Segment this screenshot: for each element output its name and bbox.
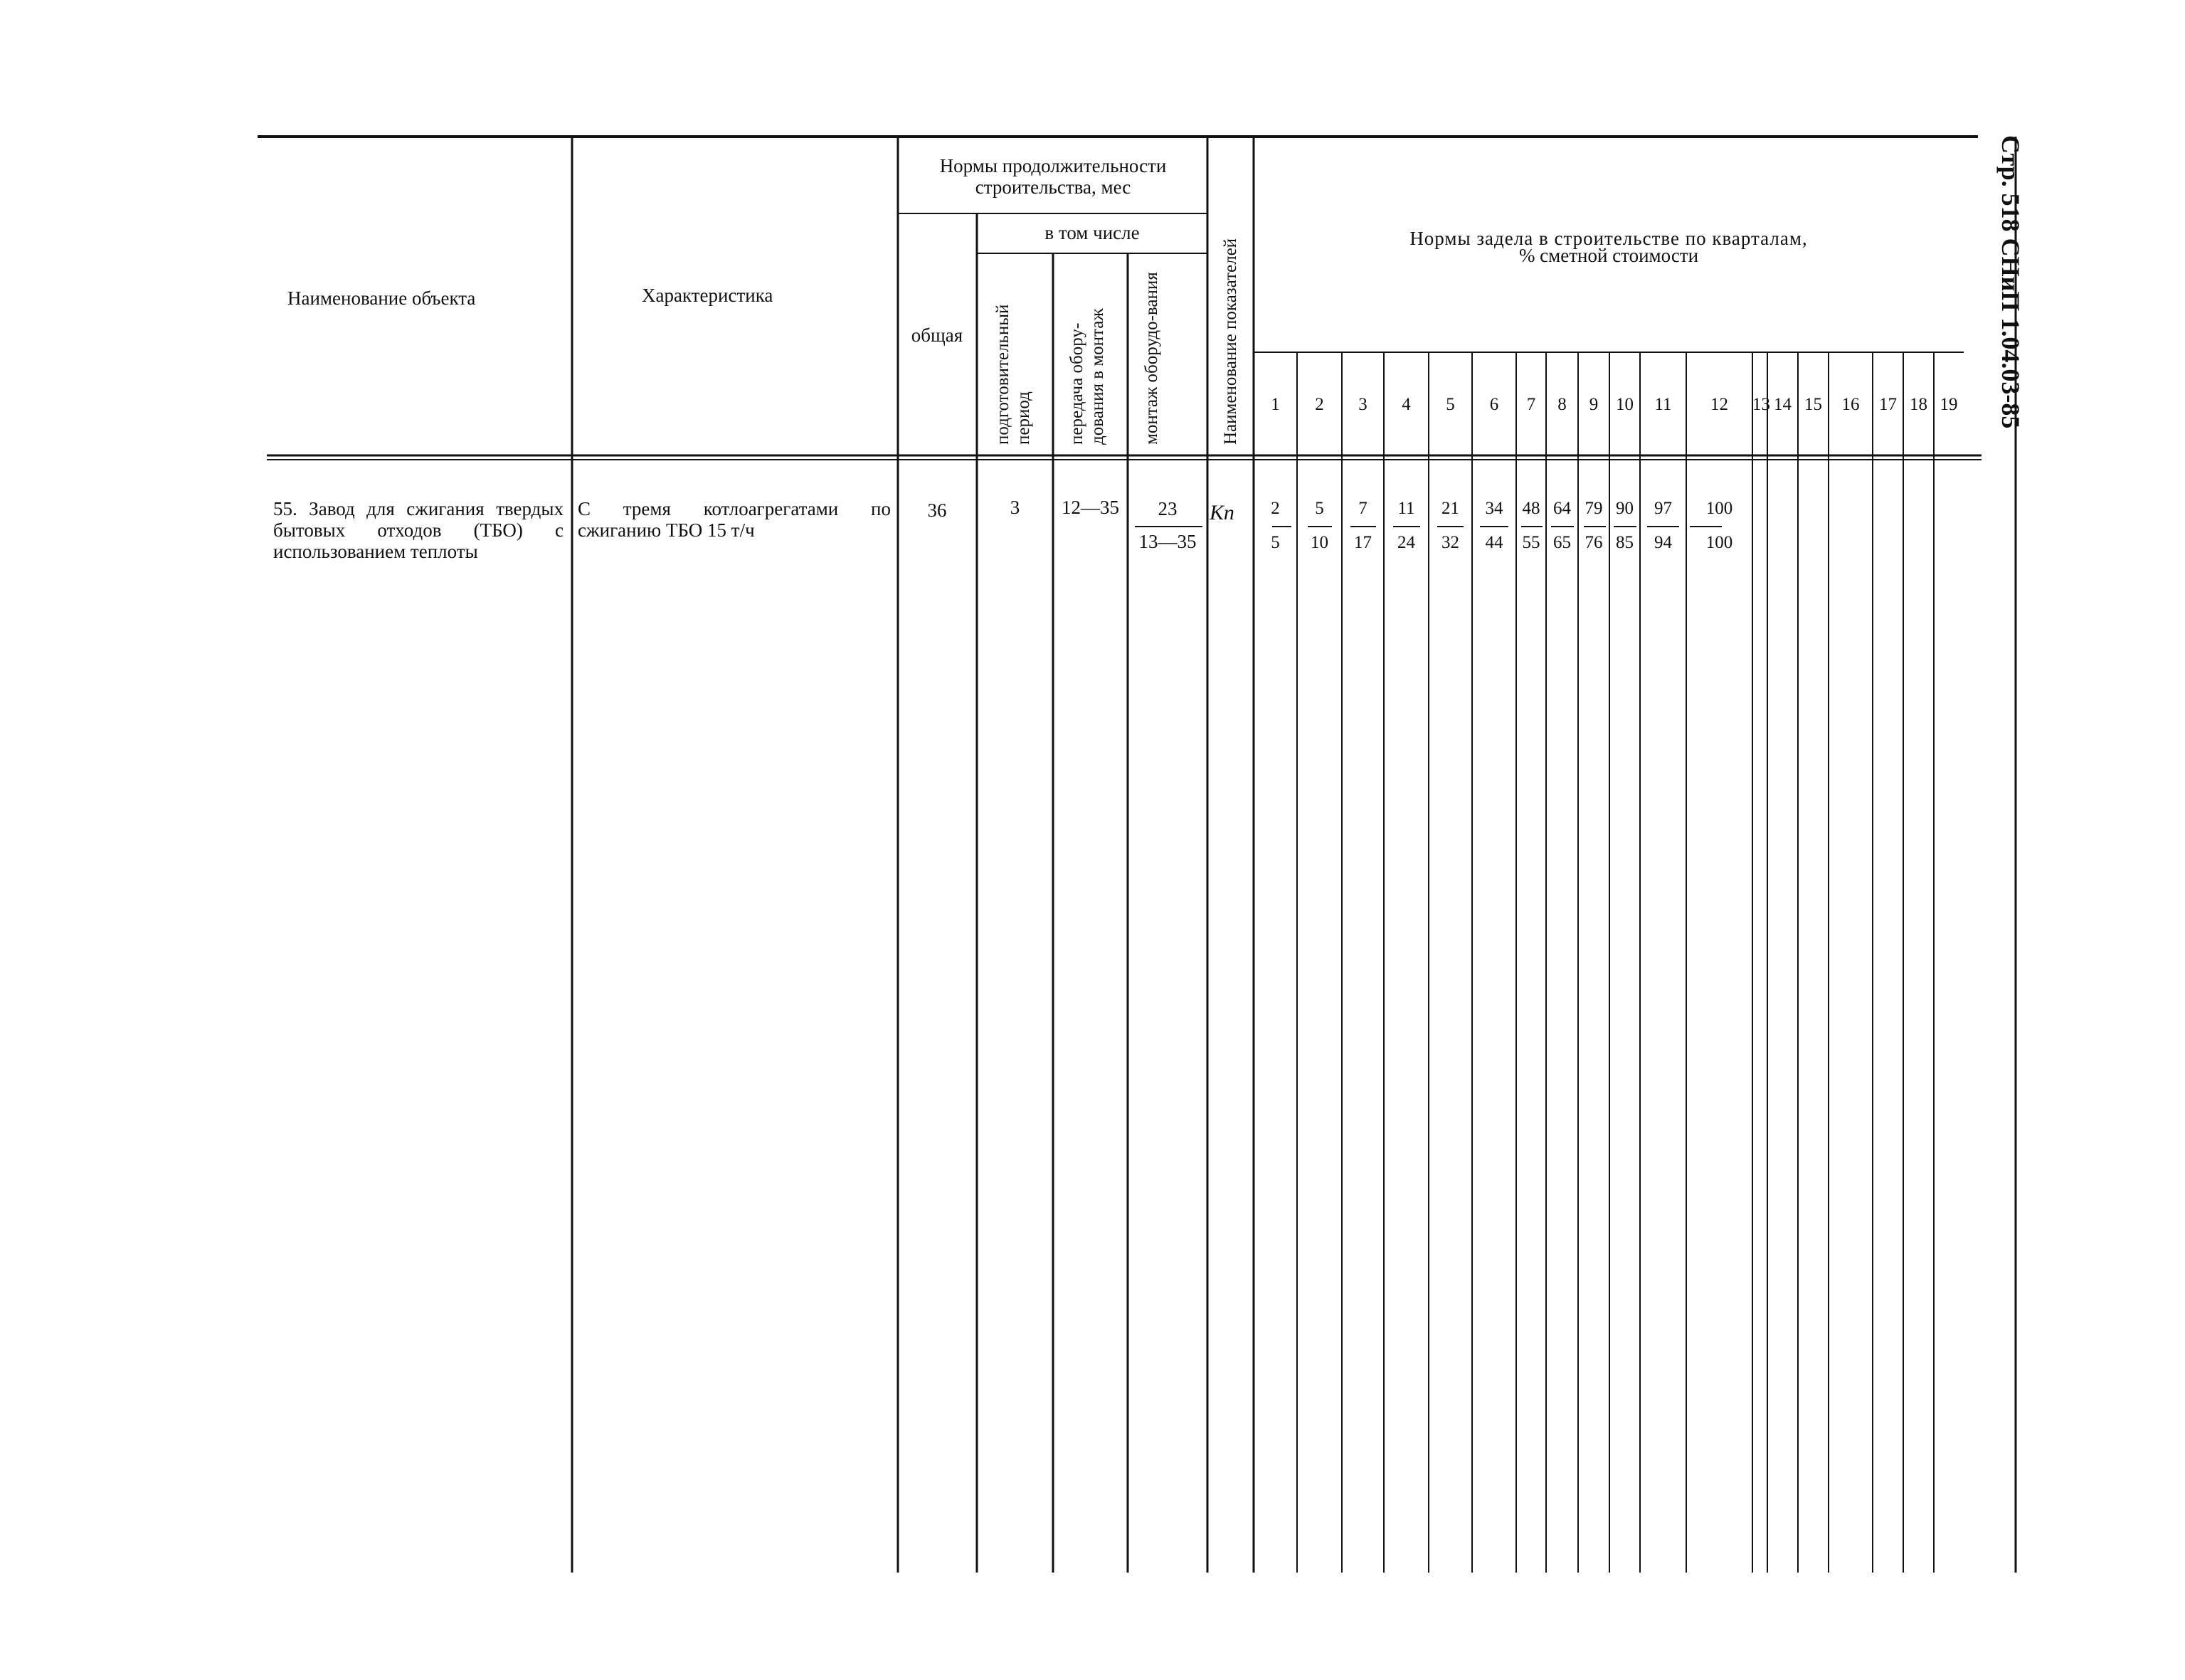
quarter-value-bottom-9: 76 [1584, 533, 1603, 552]
quarter-value-top-5: 21 [1441, 499, 1459, 518]
quarter-value-top-1: 2 [1271, 499, 1280, 518]
quarter-number-12: 12 [1710, 395, 1728, 414]
quarter-value-bottom-8: 65 [1553, 533, 1571, 552]
quarter-value-top-11: 97 [1654, 499, 1672, 518]
header-duration-norms: Нормы продолжительности строительства, мес [939, 155, 1167, 198]
row-preparatory: 3 [1010, 497, 1020, 518]
row-characteristic: С тремя котлоагрегатами по сжиганию ТБО 15 т/ч [578, 498, 891, 541]
header-equipment-transfer: передача обору-дования в монтаж [1067, 308, 1107, 445]
quarter-value-top-3: 7 [1358, 499, 1367, 518]
quarter-number-7: 7 [1526, 395, 1536, 414]
row-install-top: 23 [1158, 498, 1178, 519]
quarter-number-16: 16 [1841, 395, 1860, 414]
header-object-name: Наименование объекта [287, 287, 476, 309]
header-characteristic: Характеристика [642, 285, 773, 306]
row-indicator-label: Кп [1210, 501, 1234, 524]
quarter-number-4: 4 [1402, 395, 1411, 414]
quarter-value-top-6: 34 [1485, 499, 1503, 518]
header-preparatory-period: подготовительный период [993, 304, 1033, 445]
quarter-value-bottom-7: 55 [1522, 533, 1540, 552]
quarter-number-15: 15 [1804, 395, 1822, 414]
quarter-value-bottom-2: 10 [1311, 533, 1328, 552]
quarter-number-11: 11 [1654, 395, 1672, 414]
quarter-value-top-7: 48 [1522, 499, 1540, 518]
row-equipment-transfer: 12—35 [1062, 497, 1119, 518]
header-total: общая [911, 324, 963, 346]
header-indicator-name: Наименование показателей [1221, 238, 1240, 445]
quarter-value-top-12: 100 [1705, 499, 1733, 518]
quarter-number-10: 10 [1616, 395, 1634, 414]
quarter-value-bottom-4: 24 [1397, 533, 1415, 552]
quarter-value-top-8: 64 [1553, 499, 1571, 518]
row-indicator [1210, 502, 1234, 524]
quarter-value-bottom-5: 32 [1441, 533, 1459, 552]
header-including: в том числе [1044, 222, 1140, 243]
quarter-number-18: 18 [1910, 395, 1927, 414]
header-backlog-norms-subtitle: % сметной стоимости [1518, 245, 1699, 266]
quarter-number-1: 1 [1271, 395, 1280, 414]
quarter-value-bottom-3: 17 [1354, 533, 1372, 552]
quarter-value-bottom-11: 94 [1654, 533, 1672, 552]
quarter-number-9: 9 [1589, 395, 1599, 414]
quarter-value-top-2: 5 [1315, 499, 1324, 518]
row-total: 36 [927, 500, 947, 521]
quarter-value-bottom-1: 5 [1271, 533, 1280, 552]
quarter-value-top-10: 90 [1616, 499, 1634, 518]
quarter-value-bottom-10: 85 [1616, 533, 1634, 552]
quarter-value-bottom-6: 44 [1485, 533, 1503, 552]
row-install-bottom: 13—35 [1138, 531, 1197, 552]
row-object-name: 55. Завод для сжигания твердых бытовых отходов (ТБО) с использованием теплоты [273, 498, 564, 562]
quarter-number-14: 14 [1774, 395, 1792, 414]
quarter-number-8: 8 [1557, 395, 1567, 414]
quarter-number-17: 17 [1879, 395, 1897, 414]
quarter-number-2: 2 [1315, 395, 1324, 414]
header-backlog-norms: Нормы задела в строительстве по кварталам, [1409, 228, 1808, 249]
quarter-number-6: 6 [1489, 395, 1499, 414]
quarter-value-top-9: 79 [1584, 499, 1603, 518]
header-equipment-install: монтаж оборудо-вания [1142, 272, 1161, 445]
quarter-number-19: 19 [1940, 395, 1958, 414]
quarter-number-13: 13 [1752, 395, 1770, 414]
page-running-header: Стр. 518 СНиП 1.04.03-85 [1996, 135, 2025, 429]
quarter-value-bottom-12: 100 [1705, 533, 1733, 552]
quarter-number-5: 5 [1446, 395, 1455, 414]
quarter-value-top-4: 11 [1397, 499, 1415, 518]
quarter-number-3: 3 [1358, 395, 1367, 414]
